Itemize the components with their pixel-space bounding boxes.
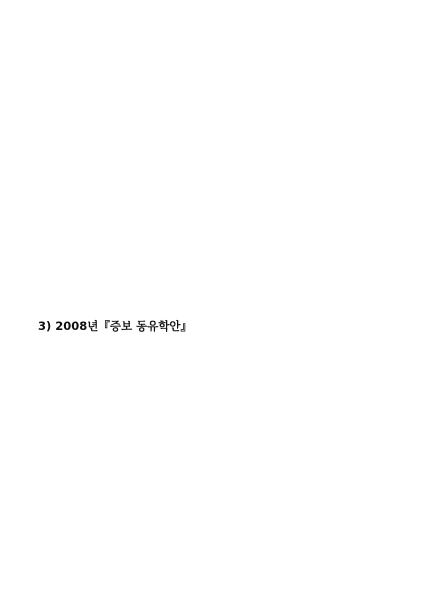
body-paragraph	[38, 427, 386, 447]
body-paragraph	[38, 153, 386, 173]
body-paragraph	[38, 207, 386, 227]
body-paragraph	[38, 261, 386, 281]
body-paragraph	[38, 99, 386, 119]
body-paragraph	[38, 72, 386, 92]
body-paragraph	[38, 45, 386, 65]
body-paragraph	[38, 180, 386, 200]
body-paragraph	[38, 373, 386, 393]
body-paragraph	[38, 234, 386, 254]
body-paragraph	[38, 288, 386, 308]
body-paragraph	[38, 18, 386, 38]
body-paragraph	[38, 346, 386, 366]
body-paragraph	[38, 126, 386, 146]
body-paragraph	[38, 400, 386, 420]
section-heading: 3) 2008년『증보 동유학안』	[38, 319, 193, 333]
